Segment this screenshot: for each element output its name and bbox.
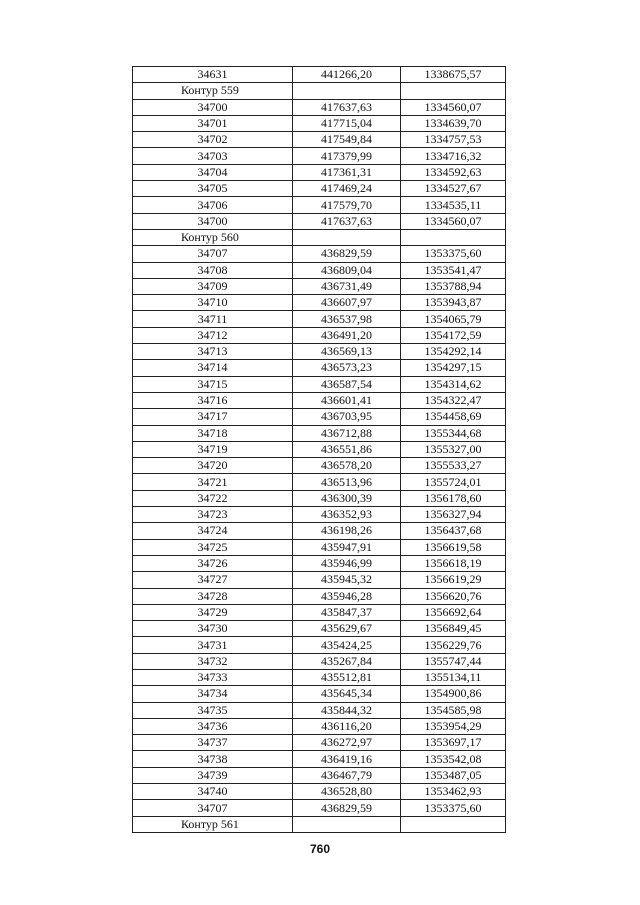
x-coordinate-cell: 435629,67 (293, 621, 401, 637)
x-coordinate-cell: 436300,39 (293, 490, 401, 506)
y-coordinate-cell: 1354322,47 (401, 392, 506, 408)
y-coordinate-cell: 1354900,86 (401, 686, 506, 702)
table-row (133, 311, 506, 327)
x-coordinate-cell: 417579,70 (293, 197, 401, 213)
y-coordinate-cell: 1355134,11 (401, 669, 506, 685)
table-row (133, 181, 506, 197)
table-row (133, 686, 506, 702)
x-coordinate-cell: 436272,97 (293, 735, 401, 751)
table-row (133, 262, 506, 278)
point-id-cell: 34722 (133, 490, 293, 506)
empty-cell (401, 83, 506, 99)
y-coordinate-cell: 1353541,47 (401, 262, 506, 278)
point-id-cell: 34705 (133, 181, 293, 197)
y-coordinate-cell: 1354065,79 (401, 311, 506, 327)
empty-cell (293, 83, 401, 99)
table-row (133, 767, 506, 783)
x-coordinate-cell: 436712,88 (293, 425, 401, 441)
y-coordinate-cell: 1355724,01 (401, 474, 506, 490)
point-id-cell: 34704 (133, 164, 293, 180)
empty-cell (401, 816, 506, 832)
y-coordinate-cell: 1356620,76 (401, 588, 506, 604)
point-id-cell: 34707 (133, 246, 293, 262)
point-id-cell: 34714 (133, 360, 293, 376)
point-id-cell: 34720 (133, 458, 293, 474)
table-row (133, 539, 506, 555)
table-row (133, 604, 506, 620)
table-row (133, 164, 506, 180)
coordinates-table-body (133, 67, 506, 833)
contour-header-row (133, 229, 506, 245)
table-row (133, 295, 506, 311)
x-coordinate-cell: 436703,95 (293, 409, 401, 425)
point-id-cell: 34710 (133, 295, 293, 311)
point-id-cell: 34712 (133, 327, 293, 343)
table-row (133, 637, 506, 653)
table-row (133, 490, 506, 506)
table-row (133, 572, 506, 588)
x-coordinate-cell: 436829,59 (293, 246, 401, 262)
point-id-cell: 34738 (133, 751, 293, 767)
x-coordinate-cell: 435267,84 (293, 653, 401, 669)
y-coordinate-cell: 1334535,11 (401, 197, 506, 213)
x-coordinate-cell: 435946,28 (293, 588, 401, 604)
x-coordinate-cell: 417379,99 (293, 148, 401, 164)
x-coordinate-cell: 436116,20 (293, 718, 401, 734)
point-id-cell: 34703 (133, 148, 293, 164)
point-id-cell: 34721 (133, 474, 293, 490)
x-coordinate-cell: 435947,91 (293, 539, 401, 555)
point-id-cell: 34701 (133, 115, 293, 131)
point-id-cell: 34731 (133, 637, 293, 653)
point-id-cell: 34724 (133, 523, 293, 539)
point-id-cell: 34707 (133, 800, 293, 816)
x-coordinate-cell: 436607,97 (293, 295, 401, 311)
y-coordinate-cell: 1353375,60 (401, 246, 506, 262)
table-row (133, 523, 506, 539)
table-row (133, 800, 506, 816)
table-row (133, 702, 506, 718)
table-row (133, 392, 506, 408)
table-row (133, 441, 506, 457)
x-coordinate-cell: 436829,59 (293, 800, 401, 816)
table-row (133, 735, 506, 751)
y-coordinate-cell: 1353542,08 (401, 751, 506, 767)
table-row (133, 327, 506, 343)
contour-header-row (133, 816, 506, 832)
point-id-cell: 34735 (133, 702, 293, 718)
y-coordinate-cell: 1354172,59 (401, 327, 506, 343)
y-coordinate-cell: 1353487,05 (401, 767, 506, 783)
contour-label: Контур 559 (133, 83, 293, 99)
table-row (133, 67, 506, 83)
point-id-cell: 34725 (133, 539, 293, 555)
table-row (133, 474, 506, 490)
point-id-cell: 34719 (133, 441, 293, 457)
y-coordinate-cell: 1353943,87 (401, 295, 506, 311)
table-row (133, 507, 506, 523)
point-id-cell: 34700 (133, 99, 293, 115)
x-coordinate-cell: 417637,63 (293, 99, 401, 115)
table-row (133, 213, 506, 229)
table-row (133, 409, 506, 425)
table-row (133, 197, 506, 213)
y-coordinate-cell: 1334639,70 (401, 115, 506, 131)
table-row (133, 718, 506, 734)
page-number: 760 (309, 842, 331, 856)
x-coordinate-cell: 436569,13 (293, 344, 401, 360)
point-id-cell: 34732 (133, 653, 293, 669)
table-row (133, 278, 506, 294)
table-row (133, 588, 506, 604)
x-coordinate-cell: 436809,04 (293, 262, 401, 278)
contour-header-row (133, 83, 506, 99)
x-coordinate-cell: 436731,49 (293, 278, 401, 294)
x-coordinate-cell: 417549,84 (293, 132, 401, 148)
x-coordinate-cell: 441266,20 (293, 67, 401, 83)
y-coordinate-cell: 1354458,69 (401, 409, 506, 425)
contour-label: Контур 560 (133, 229, 293, 245)
y-coordinate-cell: 1355327,00 (401, 441, 506, 457)
x-coordinate-cell: 436601,41 (293, 392, 401, 408)
x-coordinate-cell: 417637,63 (293, 213, 401, 229)
table-row (133, 425, 506, 441)
point-id-cell: 34706 (133, 197, 293, 213)
y-coordinate-cell: 1353697,17 (401, 735, 506, 751)
x-coordinate-cell: 436537,98 (293, 311, 401, 327)
table-row (133, 148, 506, 164)
point-id-cell: 34723 (133, 507, 293, 523)
y-coordinate-cell: 1355747,44 (401, 653, 506, 669)
point-id-cell: 34715 (133, 376, 293, 392)
point-id-cell: 34631 (133, 67, 293, 83)
y-coordinate-cell: 1334716,32 (401, 148, 506, 164)
y-coordinate-cell: 1353375,60 (401, 800, 506, 816)
point-id-cell: 34733 (133, 669, 293, 685)
table-row (133, 115, 506, 131)
table-row (133, 653, 506, 669)
point-id-cell: 34711 (133, 311, 293, 327)
y-coordinate-cell: 1353954,29 (401, 718, 506, 734)
coordinates-table (132, 66, 506, 833)
x-coordinate-cell: 435424,25 (293, 637, 401, 653)
y-coordinate-cell: 1334757,53 (401, 132, 506, 148)
point-id-cell: 34729 (133, 604, 293, 620)
y-coordinate-cell: 1338675,57 (401, 67, 506, 83)
y-coordinate-cell: 1334527,67 (401, 181, 506, 197)
point-id-cell: 34740 (133, 784, 293, 800)
x-coordinate-cell: 436528,80 (293, 784, 401, 800)
table-row (133, 360, 506, 376)
y-coordinate-cell: 1354292,14 (401, 344, 506, 360)
point-id-cell: 34702 (133, 132, 293, 148)
y-coordinate-cell: 1354314,62 (401, 376, 506, 392)
x-coordinate-cell: 417715,04 (293, 115, 401, 131)
point-id-cell: 34734 (133, 686, 293, 702)
x-coordinate-cell: 417469,24 (293, 181, 401, 197)
point-id-cell: 34700 (133, 213, 293, 229)
y-coordinate-cell: 1354585,98 (401, 702, 506, 718)
y-coordinate-cell: 1354297,15 (401, 360, 506, 376)
x-coordinate-cell: 435847,37 (293, 604, 401, 620)
y-coordinate-cell: 1356618,19 (401, 555, 506, 571)
y-coordinate-cell: 1356327,94 (401, 507, 506, 523)
empty-cell (293, 229, 401, 245)
x-coordinate-cell: 436551,86 (293, 441, 401, 457)
contour-label: Контур 561 (133, 816, 293, 832)
x-coordinate-cell: 436578,20 (293, 458, 401, 474)
point-id-cell: 34717 (133, 409, 293, 425)
point-id-cell: 34728 (133, 588, 293, 604)
y-coordinate-cell: 1356437,68 (401, 523, 506, 539)
x-coordinate-cell: 435945,32 (293, 572, 401, 588)
x-coordinate-cell: 435512,81 (293, 669, 401, 685)
y-coordinate-cell: 1353462,93 (401, 784, 506, 800)
point-id-cell: 34727 (133, 572, 293, 588)
y-coordinate-cell: 1353788,94 (401, 278, 506, 294)
y-coordinate-cell: 1356178,60 (401, 490, 506, 506)
y-coordinate-cell: 1356619,58 (401, 539, 506, 555)
y-coordinate-cell: 1356229,76 (401, 637, 506, 653)
x-coordinate-cell: 435844,32 (293, 702, 401, 718)
point-id-cell: 34718 (133, 425, 293, 441)
y-coordinate-cell: 1334560,07 (401, 99, 506, 115)
point-id-cell: 34730 (133, 621, 293, 637)
point-id-cell: 34708 (133, 262, 293, 278)
x-coordinate-cell: 436352,93 (293, 507, 401, 523)
point-id-cell: 34713 (133, 344, 293, 360)
table-row (133, 784, 506, 800)
y-coordinate-cell: 1355533,27 (401, 458, 506, 474)
x-coordinate-cell: 436467,79 (293, 767, 401, 783)
x-coordinate-cell: 436513,96 (293, 474, 401, 490)
point-id-cell: 34739 (133, 767, 293, 783)
table-row (133, 99, 506, 115)
x-coordinate-cell: 436419,16 (293, 751, 401, 767)
y-coordinate-cell: 1334592,63 (401, 164, 506, 180)
point-id-cell: 34709 (133, 278, 293, 294)
x-coordinate-cell: 436198,26 (293, 523, 401, 539)
x-coordinate-cell: 436573,23 (293, 360, 401, 376)
table-row (133, 246, 506, 262)
y-coordinate-cell: 1355344,68 (401, 425, 506, 441)
y-coordinate-cell: 1356692,64 (401, 604, 506, 620)
table-row (133, 751, 506, 767)
table-row (133, 669, 506, 685)
empty-cell (293, 816, 401, 832)
point-id-cell: 34737 (133, 735, 293, 751)
x-coordinate-cell: 435946,99 (293, 555, 401, 571)
empty-cell (401, 229, 506, 245)
x-coordinate-cell: 435645,34 (293, 686, 401, 702)
x-coordinate-cell: 436587,54 (293, 376, 401, 392)
table-row (133, 344, 506, 360)
table-row (133, 376, 506, 392)
table-row (133, 458, 506, 474)
table-row (133, 132, 506, 148)
y-coordinate-cell: 1356849,45 (401, 621, 506, 637)
y-coordinate-cell: 1356619,29 (401, 572, 506, 588)
y-coordinate-cell: 1334560,07 (401, 213, 506, 229)
point-id-cell: 34726 (133, 555, 293, 571)
point-id-cell: 34716 (133, 392, 293, 408)
table-row (133, 621, 506, 637)
point-id-cell: 34736 (133, 718, 293, 734)
x-coordinate-cell: 436491,20 (293, 327, 401, 343)
x-coordinate-cell: 417361,31 (293, 164, 401, 180)
table-row (133, 555, 506, 571)
